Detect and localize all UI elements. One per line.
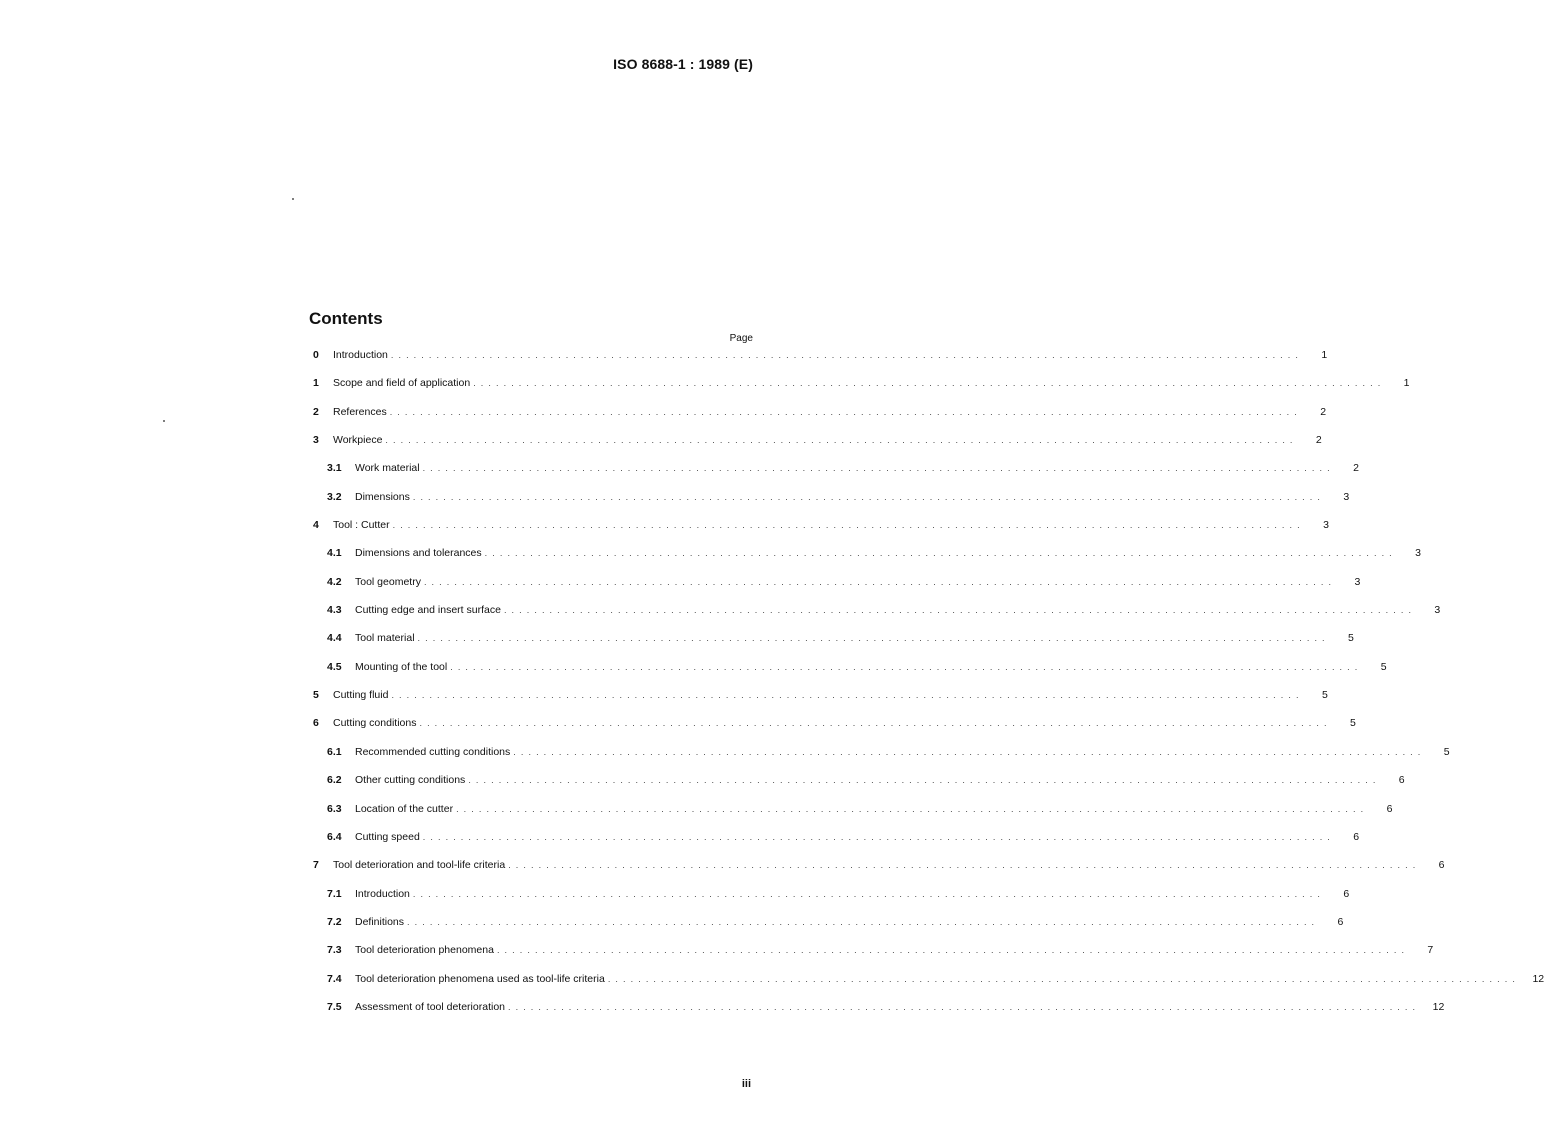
toc-entry[interactable] (313, 738, 1450, 766)
toc-entry[interactable] (313, 483, 1350, 511)
toc-entry-number: 4.3 (327, 604, 342, 617)
page-column-label: Page (729, 333, 753, 344)
toc-entry-page: 1 (1321, 349, 1328, 361)
toc-entry-number: 0 (313, 349, 319, 361)
toc-entry[interactable] (313, 398, 1327, 426)
toc-entry[interactable] (313, 965, 1544, 993)
toc-entry-number: 6.2 (327, 774, 342, 787)
dot-leader: . . . . . . . . . . . . . . . . . . . . . . . . . . . . . . . . . . . . . . . . . . . . . . . . . . . . . . . . . . . . . . . . . . . . . . . . . . . . . . . . . . . . . . . . . . . . . . . . . . . . . . . . . . . . . . . . . . . . . . . . (412, 491, 1322, 502)
toc-entry-number: 7 (313, 859, 319, 872)
toc-entry[interactable] (313, 908, 1344, 936)
toc-entry-page: 6 (1438, 859, 1445, 872)
toc-entry-title: Cutting speed (355, 830, 420, 843)
dot-leader: . . . . . . . . . . . . . . . . . . . . . . . . . . . . . . . . . . . . . . . . . . . . . . . . . . . . . . . . . . . . . . . . . . . . . . . . . . . . . . . . . . . . . . . . . . . . . . . . . . . . . . . . . . . . . . . . . . . . . . . . (473, 378, 1382, 389)
toc-entry[interactable] (313, 454, 1359, 482)
toc-entry-number: 7.2 (327, 915, 342, 928)
toc-entry-title: Definitions (355, 915, 405, 928)
dot-leader: . . . . . . . . . . . . . . . . . . . . . . . . . . . . . . . . . . . . . . . . . . . . . . . . . . . . . . . . . . . . . . . . . . . . . . . . . . . . . . . . . . . . . . . . . . . . . . . . . . . . . . . . . . . . . . . . . . . . . . . . (513, 746, 1422, 757)
toc-entry-title: Cutting conditions (333, 717, 417, 730)
toc-entry[interactable] (313, 851, 1445, 879)
dot-leader: . . . . . . . . . . . . . . . . . . . . . . . . . . . . . . . . . . . . . . . . . . . . . . . . . . . . . . . . . . . . . . . . . . . . . . . . . . . . . . . . . . . . . . . . . . . . . . . . . . . . . . . . . . . . . . . . . . . . . . . . (423, 576, 1333, 587)
toc-entry-page: 5 (1349, 717, 1356, 730)
dot-leader: . . . . . . . . . . . . . . . . . . . . . . . . . . . . . . . . . . . . . . . . . . . . . . . . . . . . . . . . . . . . . . . . . . . . . . . . . . . . . . . . . . . . . . . . . . . . . . . . . . . . . . . . . . . . . . . . . . . . . . . . (422, 463, 1331, 474)
toc-entry-title: Mounting of the tool (355, 660, 448, 673)
toc-entry[interactable] (313, 823, 1360, 851)
toc-entry-title: Tool deterioration and tool-life criteria (333, 859, 506, 872)
toc-entry-number: 6.4 (327, 830, 342, 843)
toc-entry-number: 4.4 (327, 632, 342, 645)
scan-speck (292, 198, 294, 200)
toc-entry-page: 3 (1343, 490, 1350, 503)
toc-entry-title: Cutting edge and insert surface (355, 604, 501, 617)
dot-leader: . . . . . . . . . . . . . . . . . . . . . . . . . . . . . . . . . . . . . . . . . . . . . . . . . . . . . . . . . . . . . . . . . . . . . . . . . . . . . . . . . . . . . . . . . . . . . . . . . . . . . . . . . . . . . . . . . . . . . . . . (389, 406, 1299, 417)
dot-leader: . . . . . . . . . . . . . . . . . . . . . . . . . . . . . . . . . . . . . . . . . . . . . . . . . . . . . . . . . . . . . . . . . . . . . . . . . . . . . . . . . . . . . . . . . . . . . . . . . . . . . . . . . . . . . . . . . . . . . . . . (390, 350, 1300, 360)
toc-entry[interactable] (313, 681, 1328, 709)
dot-leader: . . . . . . . . . . . . . . . . . . . . . . . . . . . . . . . . . . . . . . . . . . . . . . . . . . . . . . . . . . . . . . . . . . . . . . . . . . . . . . . . . . . . . . . . . . . . . . . . . . . . . . . . . . . . . . . . . . . . . . . . (407, 916, 1316, 927)
toc-entry-title: Scope and field of application (333, 377, 471, 390)
toc-entry-title: Other cutting conditions (355, 774, 466, 787)
toc-entry-number: 4.2 (327, 575, 342, 588)
dot-leader: . . . . . . . . . . . . . . . . . . . . . . . . . . . . . . . . . . . . . . . . . . . . . . . . . . . . . . . . . . . . . . . . . . . . . . . . . . . . . . . . . . . . . . . . . . . . . . . . . . . . . . . . . . . . . . . . . . . . . . . . (508, 1001, 1417, 1012)
toc-entry-title: Assessment of tool deterioration (355, 1000, 505, 1013)
toc-entry-page: 1 (1403, 377, 1410, 390)
toc-entry[interactable] (313, 511, 1329, 539)
toc-entry-title: Dimensions and tolerances (355, 547, 482, 560)
toc-entry-page: 3 (1415, 547, 1421, 560)
toc-entry-title: Location of the cutter (355, 802, 454, 815)
toc-entry[interactable] (313, 993, 1445, 1021)
toc-entry-title: Tool material (355, 632, 415, 645)
toc-entry-page: 6 (1353, 830, 1360, 843)
toc-entry[interactable] (313, 568, 1361, 596)
toc-entry-title: Recommended cutting conditions (355, 745, 511, 758)
dot-leader: . . . . . . . . . . . . . . . . . . . . . . . . . . . . . . . . . . . . . . . . . . . . . . . . . . . . . . . . . . . . . . . . . . . . . . . . . . . . . . . . . . . . . . . . . . . . . . . . . . . . . . . . . . . . . . . . . . . . . . . . (496, 945, 1406, 956)
page-number: iii (741, 1078, 751, 1090)
toc-entry-number: 6.3 (327, 802, 342, 815)
toc-entry[interactable] (313, 766, 1405, 794)
toc-entry-page: 6 (1398, 774, 1405, 787)
toc-entry-page: 2 (1353, 462, 1359, 475)
toc-entry-page: 5 (1443, 745, 1450, 758)
contents-title: Contents (309, 309, 383, 328)
toc-entry-page: 2 (1320, 405, 1327, 418)
toc-entry-title: Tool geometry (355, 575, 421, 588)
toc-entry-title: Introduction (333, 349, 388, 361)
dot-leader: . . . . . . . . . . . . . . . . . . . . . . . . . . . . . . . . . . . . . . . . . . . . . . . . . . . . . . . . . . . . . . . . . . . . . . . . . . . . . . . . . . . . . . . . . . . . . . . . . . . . . . . . . . . . . . . . . . . . . . . . (422, 831, 1332, 842)
dot-leader: . . . . . . . . . . . . . . . . . . . . . . . . . . . . . . . . . . . . . . . . . . . . . . . . . . . . . . . . . . . . . . . . . . . . . . . . . . . . . . . . . . . . . . . . . . . . . . . . . . . . . . . . . . . . . . . . . . . . . . . . (391, 690, 1300, 701)
dot-leader: . . . . . . . . . . . . . . . . . . . . . . . . . . . . . . . . . . . . . . . . . . . . . . . . . . . . . . . . . . . . . . . . . . . . . . . . . . . . . . . . . . . . . . . . . . . . . . . . . . . . . . . . . . . . . . . . . . . . . . . . (385, 435, 1294, 446)
toc-entry[interactable] (313, 624, 1354, 652)
toc-entry-number: 3.1 (327, 462, 342, 475)
toc-entry-number: 7.5 (327, 1000, 342, 1013)
toc-entry-page: 5 (1321, 689, 1328, 702)
toc-entry[interactable] (313, 653, 1387, 681)
toc-entry-page: 5 (1380, 660, 1387, 673)
toc-entry-number: 7.1 (327, 887, 342, 900)
scan-speck (163, 420, 165, 422)
toc-entry-title: Introduction (355, 887, 410, 900)
toc-entry-page: 3 (1354, 575, 1361, 588)
toc-entry-title: Cutting fluid (333, 689, 389, 702)
toc-entry-title: Dimensions (355, 490, 410, 503)
dot-leader: . . . . . . . . . . . . . . . . . . . . . . . . . . . . . . . . . . . . . . . . . . . . . . . . . . . . . . . . . . . . . . . . . . . . . . . . . . . . . . . . . . . . . . . . . . . . . . . . . . . . . . . . . . . . . . . . . . . . . . . . (450, 661, 1359, 672)
toc-entry-number: 4 (313, 519, 319, 532)
toc-entry[interactable] (313, 880, 1350, 908)
toc-entry-number: 7.3 (327, 944, 342, 957)
toc-entry[interactable] (313, 426, 1322, 454)
toc-entry-page: 2 (1315, 434, 1322, 447)
toc-entry-title: Workpiece (333, 434, 383, 447)
dot-leader: . . . . . . . . . . . . . . . . . . . . . . . . . . . . . . . . . . . . . . . . . . . . . . . . . . . . . . . . . . . . . . . . . . . . . . . . . . . . . . . . . . . . . . . . . . . . . . . . . . . . . . . . . . . . . . . . . . . . . . . . (417, 633, 1326, 644)
toc-entry[interactable] (313, 596, 1441, 624)
toc-entry[interactable] (313, 936, 1434, 964)
dot-leader: . . . . . . . . . . . . . . . . . . . . . . . . . . . . . . . . . . . . . . . . . . . . . . . . . . . . . . . . . . . . . . . . . . . . . . . . . . . . . . . . . . . . . . . . . . . . . . . . . . . . . . . . . . . . . . . . . . . . . . . . (503, 605, 1413, 616)
toc-entry-number: 5 (313, 689, 319, 702)
toc-entry-page: 6 (1386, 802, 1393, 815)
toc-entry-page: 6 (1337, 915, 1344, 928)
toc-entry-number: 1 (313, 377, 319, 390)
toc-entry-page: 3 (1434, 604, 1441, 617)
dot-leader: . . . . . . . . . . . . . . . . . . . . . . . . . . . . . . . . . . . . . . . . . . . . . . . . . . . . . . . . . . . . . . . . . . . . . . . . . . . . . . . . . . . . . . . . . . . . . . . . . . . . . . . . . . . . . . . . . . . . . . . . (508, 860, 1417, 871)
toc-entry-number: 6.1 (327, 745, 342, 758)
dot-leader: . . . . . . . . . . . . . . . . . . . . . . . . . . . . . . . . . . . . . . . . . . . . . . . . . . . . . . . . . . . . . . . . . . . . . . . . . . . . . . . . . . . . . . . . . . . . . . . . . . . . . . . . . . . . . . . . . . . . . . . . (392, 520, 1301, 531)
toc-entry-page: 3 (1323, 519, 1329, 532)
toc-entry-page: 5 (1348, 632, 1354, 645)
toc-entry-number: 3 (313, 434, 319, 447)
toc-entry-title: Work material (355, 462, 420, 475)
toc-entry[interactable] (313, 341, 1328, 369)
toc-entry-title: Tool deterioration phenomena used as tool-life criteria (355, 972, 605, 985)
toc-entry-number: 6 (313, 717, 319, 730)
dot-leader: . . . . . . . . . . . . . . . . . . . . . . . . . . . . . . . . . . . . . . . . . . . . . . . . . . . . . . . . . . . . . . . . . . . . . . . . . . . . . . . . . . . . . . . . . . . . . . . . . . . . . . . . . . . . . . . . . . . . . . . . (456, 803, 1365, 814)
toc-entry-page: 7 (1427, 944, 1434, 957)
toc-entry-title: References (333, 405, 387, 418)
toc-entry[interactable] (313, 795, 1393, 823)
toc-entry[interactable] (313, 369, 1410, 397)
toc-entry-page: 12 (1432, 1000, 1445, 1013)
table-of-contents (313, 341, 1544, 1021)
toc-entry-number: 4.1 (327, 547, 342, 560)
toc-entry-title: Tool : Cutter (333, 519, 390, 532)
dot-leader: . . . . . . . . . . . . . . . . . . . . . . . . . . . . . . . . . . . . . . . . . . . . . . . . . . . . . . . . . . . . . . . . . . . . . . . . . . . . . . . . . . . . . . . . . . . . . . . . . . . . . . . . . . . . . . . . . . . . . . . . (607, 973, 1517, 984)
dot-leader: . . . . . . . . . . . . . . . . . . . . . . . . . . . . . . . . . . . . . . . . . . . . . . . . . . . . . . . . . . . . . . . . . . . . . . . . . . . . . . . . . . . . . . . . . . . . . . . . . . . . . . . . . . . . . . . . . . . . . . . . (419, 718, 1328, 729)
toc-entry-number: 3.2 (327, 490, 342, 503)
dot-leader: . . . . . . . . . . . . . . . . . . . . . . . . . . . . . . . . . . . . . . . . . . . . . . . . . . . . . . . . . . . . . . . . . . . . . . . . . . . . . . . . . . . . . . . . . . . . . . . . . . . . . . . . . . . . . . . . . . . . . . . . (468, 775, 1377, 786)
dot-leader: . . . . . . . . . . . . . . . . . . . . . . . . . . . . . . . . . . . . . . . . . . . . . . . . . . . . . . . . . . . . . . . . . . . . . . . . . . . . . . . . . . . . . . . . . . . . . . . . . . . . . . . . . . . . . . . . . . . . . . . . (484, 548, 1393, 559)
toc-entry[interactable] (313, 709, 1356, 737)
toc-entry-page: 12 (1532, 972, 1544, 985)
document-identifier: ISO 8688-1 : 1989 (E) (613, 56, 753, 72)
toc-entry-number: 4.5 (327, 660, 342, 673)
toc-entry-number: 7.4 (327, 972, 342, 985)
toc-entry-title: Tool deterioration phenomena (355, 944, 494, 957)
dot-leader: . . . . . . . . . . . . . . . . . . . . . . . . . . . . . . . . . . . . . . . . . . . . . . . . . . . . . . . . . . . . . . . . . . . . . . . . . . . . . . . . . . . . . . . . . . . . . . . . . . . . . . . . . . . . . . . . . . . . . . . . (412, 888, 1322, 899)
toc-entry-number: 2 (313, 405, 319, 418)
toc-entry-page: 6 (1343, 887, 1350, 900)
toc-entry[interactable] (313, 539, 1421, 567)
